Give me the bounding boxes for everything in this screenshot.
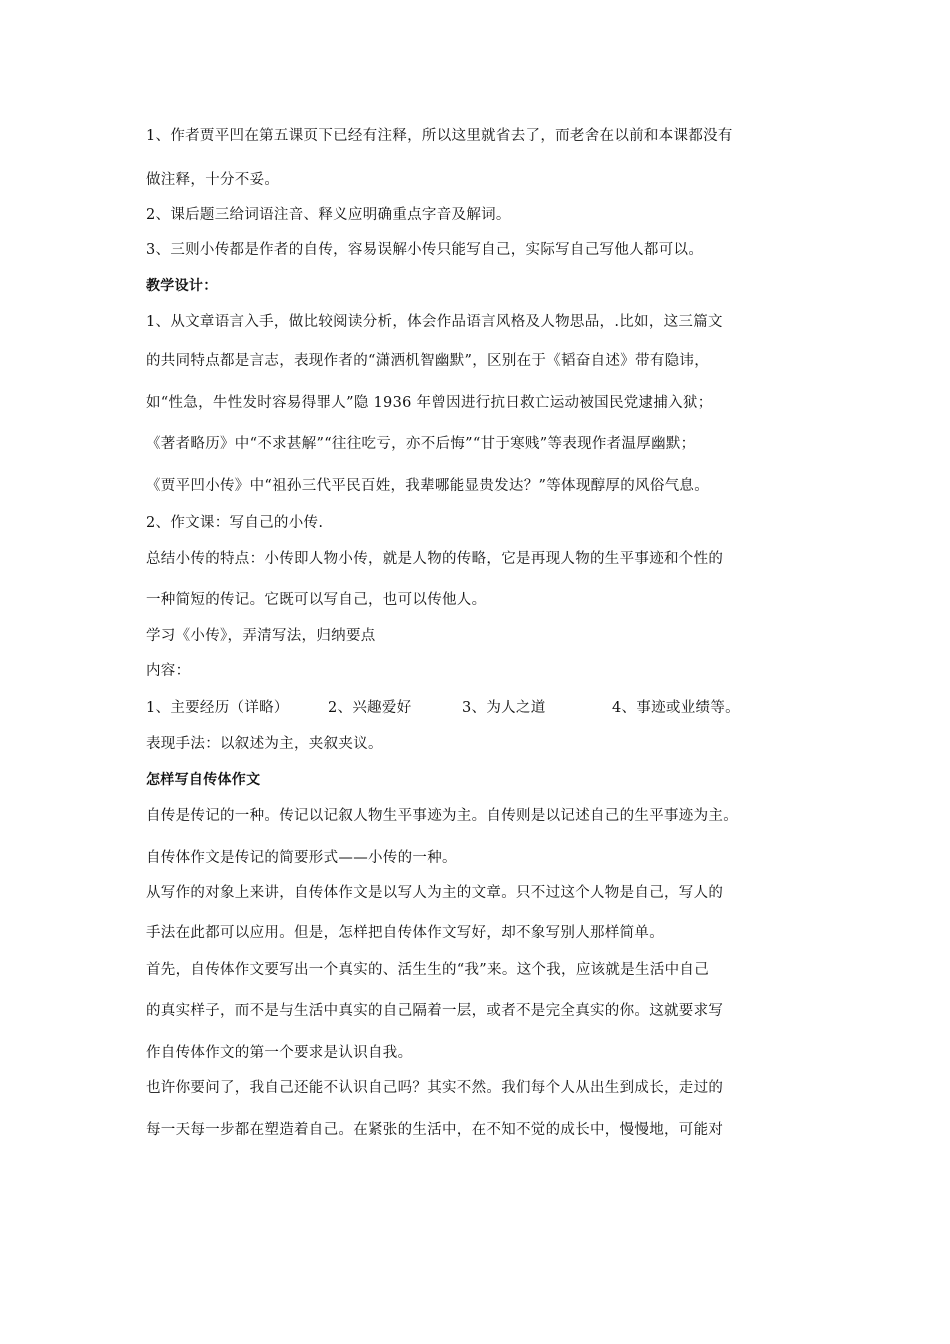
paragraph-line: 首先，自传体作文要写出一个真实的、活生生的“我”来。这个我，应该就是生活中自己 (146, 962, 710, 978)
section-heading-teaching-design: 教学设计： (146, 278, 218, 294)
paragraph-line: 作自传体作文的第一个要求是认识自我。 (146, 1045, 413, 1061)
note-3: 3、三则小传都是作者的自传，容易误解小传只能写自己，实际写自己写他人都可以。 (146, 242, 704, 258)
note-1: 1、作者贾平凹在第五课页下已经有注释，所以这里就省去了，而老舍在以前和本课都没有 (146, 128, 733, 144)
content-item: 1、主要经历（详略） (146, 700, 289, 716)
design-point-1: 1、从文章语言入手，做比较阅读分析，体会作品语言风格及人物思品，.比如，这三篇文 (146, 314, 723, 330)
content-item: 3、为人之道 (462, 700, 546, 716)
technique-line: 表现手法：以叙述为主，夹叙夹议。 (146, 736, 383, 752)
summary-line-2: 一种简短的传记。它既可以写自己，也可以传他人。 (146, 592, 487, 608)
paragraph-line: 的真实样子，而不是与生活中真实的自己隔着一层，或者不是完全真实的你。这就要求写 (146, 1003, 724, 1019)
paragraph-line: 自传体作文是传记的简要形式——小传的一种。 (146, 850, 457, 866)
summary-line-1: 总结小传的特点：小传即人物小传，就是人物的传略，它是再现人物的生平事迹和个性的 (146, 551, 724, 567)
note-1-continued: 做注释，十分不妥。 (146, 172, 280, 188)
paragraph-line: 手法在此都可以应用。但是，怎样把自传体作文写好，却不象写别人那样简单。 (146, 925, 664, 941)
design-point-1-line-4: 《著者略历》中“不求甚解”“往往吃亏，亦不后悔”“甘于寒贱”等表现作者温厚幽默； (146, 436, 696, 452)
paragraph-line: 从写作的对象上来讲，自传体作文是以写人为主的文章。只不过这个人物是自己，写人的 (146, 885, 724, 901)
paragraph-line: 也许你要问了，我自己还能不认识自己吗？其实不然。我们每个人从出生到成长，走过的 (146, 1080, 724, 1096)
design-point-1-line-2: 的共同特点都是言志，表现作者的“潇洒机智幽默”，区别在于《韬奋自述》带有隐讳， (146, 353, 710, 369)
design-point-1-line-3: 如“性急，牛性发时容易得罪人”隐 1936 年曾因进行抗日救亡运动被国民党逮捕入狱； (146, 395, 713, 411)
paragraph-line: 每一天每一步都在塑造着自己。在紧张的生活中，在不知不觉的成长中，慢慢地，可能对 (146, 1122, 724, 1138)
section-heading-autobiography: 怎样写自传体作文 (146, 772, 261, 788)
design-point-2: 2、作文课：写自己的小传. (146, 515, 324, 531)
paragraph-line: 自传是传记的一种。传记以记叙人物生平事迹为主。自传则是以记述自己的生平事迹为主。 (146, 808, 738, 824)
content-item: 4、事迹或业绩等。 (612, 700, 740, 716)
content-item: 2、兴趣爱好 (328, 700, 412, 716)
study-line: 学习《小传》，弄清写法，归纳要点 (146, 628, 376, 644)
note-2: 2、课后题三给词语注音、释义应明确重点字音及解词。 (146, 207, 511, 223)
design-point-1-line-5: 《贾平凹小传》中“祖孙三代平民百姓，我辈哪能显贵发达？”等体现醇厚的风俗气息。 (146, 478, 710, 494)
content-label: 内容： (146, 663, 191, 679)
